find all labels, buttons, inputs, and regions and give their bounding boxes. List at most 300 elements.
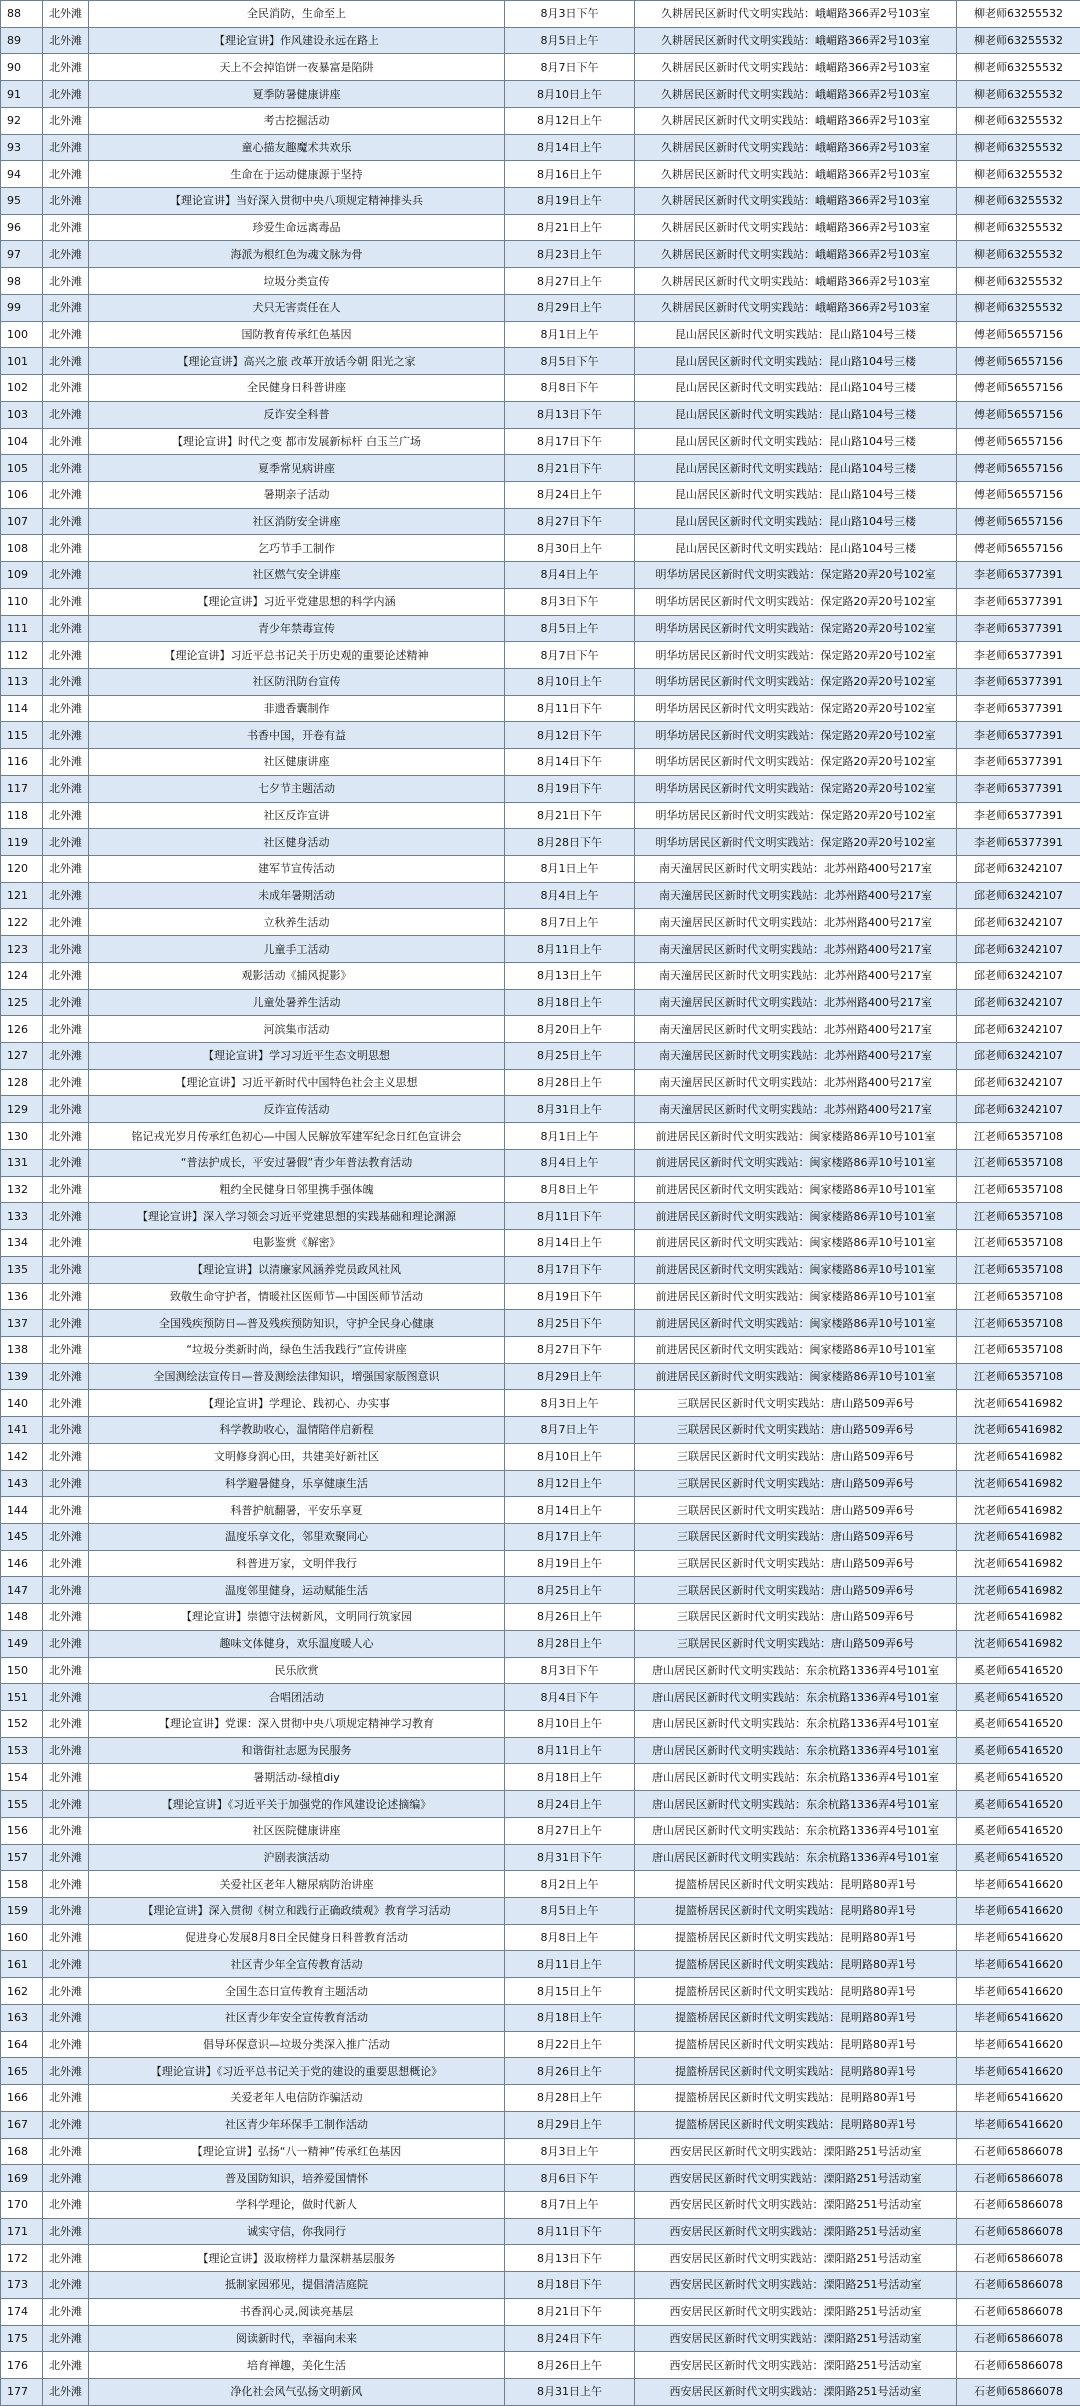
contact-cell: 奚老师65416520 [957,1711,1080,1738]
activity-time-cell: 8月26日上午 [505,1604,635,1631]
district-cell: 北外滩 [43,1978,89,2005]
row-number-cell: 169 [1,2165,43,2192]
activity-name-cell: 科普护航翻暑，平安乐享夏 [89,1497,505,1524]
district-cell: 北外滩 [43,1577,89,1604]
district-cell: 北外滩 [43,695,89,722]
contact-cell: 石老师65866078 [957,2298,1080,2325]
district-cell: 北外滩 [43,2272,89,2299]
district-cell: 北外滩 [43,1711,89,1738]
activity-time-cell: 8月7日上午 [505,1417,635,1444]
district-cell: 北外滩 [43,1470,89,1497]
contact-cell: 毕老师65416620 [957,1951,1080,1978]
activity-time-cell: 8月31日上午 [505,2378,635,2405]
district-cell: 北外滩 [43,829,89,856]
row-number-cell: 138 [1,1336,43,1363]
activity-time-cell: 8月21日下午 [505,2298,635,2325]
activity-name-cell: 暑期活动-绿植diy [89,1764,505,1791]
table-row [1,856,1080,883]
activity-time-cell: 8月12日下午 [505,722,635,749]
district-cell: 北外滩 [43,188,89,215]
row-number-cell: 121 [1,882,43,909]
district-cell: 北外滩 [43,134,89,161]
activity-location-cell: 提篮桥居民区新时代文明实践站：昆明路80弄1号 [635,2058,957,2085]
table-row [1,749,1080,776]
activity-name-cell: 社区消防安全讲座 [89,508,505,535]
row-number-cell: 116 [1,749,43,776]
activity-time-cell: 8月29日上午 [505,1363,635,1390]
activity-location-cell: 南天潼居民区新时代文明实践站：北苏州路400号217室 [635,909,957,936]
table-row [1,1497,1080,1524]
district-cell: 北外滩 [43,562,89,589]
activity-location-cell: 提篮桥居民区新时代文明实践站：昆明路80弄1号 [635,1951,957,1978]
contact-cell: 毕老师65416620 [957,2058,1080,2085]
table-row [1,1684,1080,1711]
table-row [1,1363,1080,1390]
row-number-cell: 129 [1,1096,43,1123]
activity-time-cell: 8月8日上午 [505,1176,635,1203]
activity-name-cell: 社区燃气安全讲座 [89,562,505,589]
activity-name-cell: 社区青少年环保手工制作活动 [89,2111,505,2138]
activity-time-cell: 8月11日下午 [505,695,635,722]
row-number-cell: 162 [1,1978,43,2005]
activity-location-cell: 提篮桥居民区新时代文明实践站：昆明路80弄1号 [635,1898,957,1925]
district-cell: 北外滩 [43,2378,89,2405]
table-row [1,1951,1080,1978]
contact-cell: 沈老师65416982 [957,1417,1080,1444]
activity-location-cell: 前进居民区新时代文明实践站：闽家楼路86弄10号101室 [635,1203,957,1230]
table-row [1,1336,1080,1363]
activity-time-cell: 8月1日上午 [505,321,635,348]
district-cell: 北外滩 [43,1924,89,1951]
contact-cell: 奚老师65416520 [957,1764,1080,1791]
district-cell: 北外滩 [43,1898,89,1925]
activity-name-cell: 犬只无害责任在人 [89,294,505,321]
activity-name-cell: 未成年暑期活动 [89,882,505,909]
contact-cell: 柳老师63255532 [957,294,1080,321]
table-row [1,54,1080,81]
activity-time-cell: 8月29日上午 [505,2111,635,2138]
table-row [1,1550,1080,1577]
activity-location-cell: 久耕居民区新时代文明实践站：峨嵋路366弄2号103室 [635,81,957,108]
activity-name-cell: 科学避暑健身，乐享健康生活 [89,1470,505,1497]
contact-cell: 柳老师63255532 [957,1,1080,28]
row-number-cell: 150 [1,1657,43,1684]
activity-location-cell: 明华坊居民区新时代文明实践站：保定路20弄20号102室 [635,802,957,829]
row-number-cell: 96 [1,214,43,241]
contact-cell: 江老师65357108 [957,1176,1080,1203]
row-number-cell: 143 [1,1470,43,1497]
activity-name-cell: 阅读新时代，幸福向未来 [89,2325,505,2352]
row-number-cell: 159 [1,1898,43,1925]
activity-name-cell: 致敬生命守护者，情暖社区医师节—中国医师节活动 [89,1283,505,1310]
row-number-cell: 146 [1,1550,43,1577]
activity-time-cell: 8月11日上午 [505,1737,635,1764]
table-row [1,2191,1080,2218]
activity-location-cell: 前进居民区新时代文明实践站：闽家楼路86弄10号101室 [635,1176,957,1203]
table-row [1,1256,1080,1283]
row-number-cell: 102 [1,375,43,402]
activity-time-cell: 8月25日上午 [505,1577,635,1604]
activity-location-cell: 南天潼居民区新时代文明实践站：北苏州路400号217室 [635,1096,957,1123]
district-cell: 北外滩 [43,1390,89,1417]
table-row [1,2272,1080,2299]
activity-name-cell: 社区反诈宣讲 [89,802,505,829]
activity-time-cell: 8月5日上午 [505,27,635,54]
table-row [1,2058,1080,2085]
activity-name-cell: 【理论宣讲】时代之变 都市发展新标杆 白玉兰广场 [89,428,505,455]
row-number-cell: 176 [1,2352,43,2379]
row-number-cell: 112 [1,642,43,669]
activity-name-cell: 暑期亲子活动 [89,481,505,508]
row-number-cell: 175 [1,2325,43,2352]
contact-cell: 江老师65357108 [957,1203,1080,1230]
activity-name-cell: 关爱老年人电信防诈骗活动 [89,2085,505,2112]
district-cell: 北外滩 [43,2031,89,2058]
activity-location-cell: 明华坊居民区新时代文明实践站：保定路20弄20号102室 [635,615,957,642]
row-number-cell: 172 [1,2245,43,2272]
activity-time-cell: 8月10日上午 [505,81,635,108]
activity-time-cell: 8月16日上午 [505,161,635,188]
district-cell: 北外滩 [43,1016,89,1043]
contact-cell: 毕老师65416620 [957,2111,1080,2138]
activity-table-body [1,1,1080,2406]
activity-time-cell: 8月17日下午 [505,428,635,455]
contact-cell: 柳老师63255532 [957,214,1080,241]
table-row [1,1016,1080,1043]
contact-cell: 邱老师63242107 [957,936,1080,963]
activity-name-cell: 【理论宣讲】《习近平关于加强党的作风建设论述摘编》 [89,1791,505,1818]
activity-location-cell: 提篮桥居民区新时代文明实践站：昆明路80弄1号 [635,2111,957,2138]
contact-cell: 沈老师65416982 [957,1550,1080,1577]
district-cell: 北外滩 [43,214,89,241]
contact-cell: 江老师65357108 [957,1256,1080,1283]
activity-location-cell: 前进居民区新时代文明实践站：闽家楼路86弄10号101室 [635,1123,957,1150]
contact-cell: 石老师65866078 [957,2272,1080,2299]
activity-location-cell: 昆山居民区新时代文明实践站：昆山路104号三楼 [635,321,957,348]
activity-time-cell: 8月26日上午 [505,2352,635,2379]
activity-name-cell: 学科学理论，做时代新人 [89,2191,505,2218]
row-number-cell: 157 [1,1844,43,1871]
activity-time-cell: 8月10日上午 [505,1443,635,1470]
activity-time-cell: 8月28日上午 [505,1630,635,1657]
district-cell: 北外滩 [43,241,89,268]
activity-name-cell: 社区防汛防台宣传 [89,668,505,695]
contact-cell: 毕老师65416620 [957,2031,1080,2058]
activity-name-cell: 【理论宣讲】当好深入贯彻中央八项规定精神排头兵 [89,188,505,215]
table-row [1,401,1080,428]
activity-name-cell: 书香中国，开卷有益 [89,722,505,749]
activity-name-cell: 全民健身日科普讲座 [89,375,505,402]
row-number-cell: 147 [1,1577,43,1604]
table-row [1,1871,1080,1898]
contact-cell: 李老师65377391 [957,775,1080,802]
district-cell: 北外滩 [43,1791,89,1818]
district-cell: 北外滩 [43,107,89,134]
activity-location-cell: 前进居民区新时代文明实践站：闽家楼路86弄10号101室 [635,1230,957,1257]
activity-time-cell: 8月10日上午 [505,668,635,695]
activity-time-cell: 8月11日上午 [505,1951,635,1978]
contact-cell: 毕老师65416620 [957,1898,1080,1925]
contact-cell: 柳老师63255532 [957,134,1080,161]
district-cell: 北外滩 [43,1604,89,1631]
district-cell: 北外滩 [43,909,89,936]
table-row [1,962,1080,989]
row-number-cell: 98 [1,268,43,295]
activity-time-cell: 8月7日上午 [505,909,635,936]
district-cell: 北外滩 [43,882,89,909]
contact-cell: 邱老师63242107 [957,1096,1080,1123]
table-row [1,1924,1080,1951]
district-cell: 北外滩 [43,481,89,508]
district-cell: 北外滩 [43,2298,89,2325]
district-cell: 北外滩 [43,81,89,108]
activity-location-cell: 唐山居民区新时代文明实践站：东余杭路1336弄4号101室 [635,1844,957,1871]
contact-cell: 江老师65357108 [957,1149,1080,1176]
district-cell: 北外滩 [43,428,89,455]
activity-location-cell: 三联居民区新时代文明实践站：唐山路509弄6号 [635,1497,957,1524]
contact-cell: 傅老师56557156 [957,481,1080,508]
activity-name-cell: 垃圾分类宣传 [89,268,505,295]
table-row [1,1844,1080,1871]
district-cell: 北外滩 [43,535,89,562]
table-row [1,294,1080,321]
contact-cell: 沈老师65416982 [957,1630,1080,1657]
table-row [1,2325,1080,2352]
activity-location-cell: 提篮桥居民区新时代文明实践站：昆明路80弄1号 [635,2085,957,2112]
district-cell: 北外滩 [43,668,89,695]
activity-name-cell: 国防教育传承红色基因 [89,321,505,348]
row-number-cell: 168 [1,2138,43,2165]
activity-location-cell: 提篮桥居民区新时代文明实践站：昆明路80弄1号 [635,1871,957,1898]
activity-name-cell: 【理论宣讲】弘扬“八一精神”传承红色基因 [89,2138,505,2165]
district-cell: 北外滩 [43,268,89,295]
district-cell: 北外滩 [43,1951,89,1978]
activity-name-cell: 【理论宣讲】深入贯彻《树立和践行正确政绩观》教育学习活动 [89,1898,505,1925]
activity-name-cell: 【理论宣讲】深入学习领会习近平党建思想的实践基础和理论渊源 [89,1203,505,1230]
activity-time-cell: 8月25日上午 [505,1043,635,1070]
contact-cell: 傅老师56557156 [957,321,1080,348]
table-row [1,1230,1080,1257]
district-cell: 北外滩 [43,1176,89,1203]
activity-name-cell: 普及国防知识，培养爱国情怀 [89,2165,505,2192]
contact-cell: 柳老师63255532 [957,268,1080,295]
table-row [1,2031,1080,2058]
activity-time-cell: 8月27日上午 [505,268,635,295]
activity-location-cell: 西安居民区新时代文明实践站：溧阳路251号活动室 [635,2272,957,2299]
activity-name-cell: 【理论宣讲】以清廉家风涵养党员政风社风 [89,1256,505,1283]
contact-cell: 邱老师63242107 [957,1069,1080,1096]
activity-location-cell: 南天潼居民区新时代文明实践站：北苏州路400号217室 [635,1016,957,1043]
activity-location-cell: 昆山居民区新时代文明实践站：昆山路104号三楼 [635,375,957,402]
activity-name-cell: 反诈安全科普 [89,401,505,428]
activity-location-cell: 前进居民区新时代文明实践站：闽家楼路86弄10号101室 [635,1256,957,1283]
table-row [1,1737,1080,1764]
district-cell: 北外滩 [43,2138,89,2165]
contact-cell: 石老师65866078 [957,2325,1080,2352]
contact-cell: 沈老师65416982 [957,1390,1080,1417]
district-cell: 北外滩 [43,642,89,669]
activity-location-cell: 西安居民区新时代文明实践站：溧阳路251号活动室 [635,2378,957,2405]
activity-location-cell: 明华坊居民区新时代文明实践站：保定路20弄20号102室 [635,775,957,802]
contact-cell: 邱老师63242107 [957,1043,1080,1070]
contact-cell: 傅老师56557156 [957,455,1080,482]
district-cell: 北外滩 [43,749,89,776]
activity-time-cell: 8月29日上午 [505,294,635,321]
activity-name-cell: 合唱团活动 [89,1684,505,1711]
table-row [1,695,1080,722]
contact-cell: 石老师65866078 [957,2218,1080,2245]
district-cell: 北外滩 [43,1657,89,1684]
table-row [1,455,1080,482]
row-number-cell: 135 [1,1256,43,1283]
row-number-cell: 141 [1,1417,43,1444]
activity-time-cell: 8月28日上午 [505,1069,635,1096]
district-cell: 北外滩 [43,1043,89,1070]
activity-location-cell: 南天潼居民区新时代文明实践站：北苏州路400号217室 [635,1069,957,1096]
table-row [1,1764,1080,1791]
activity-location-cell: 明华坊居民区新时代文明实践站：保定路20弄20号102室 [635,722,957,749]
row-number-cell: 151 [1,1684,43,1711]
activity-location-cell: 久耕居民区新时代文明实践站：峨嵋路366弄2号103室 [635,134,957,161]
activity-name-cell: 建军节宣传活动 [89,856,505,883]
activity-time-cell: 8月24日上午 [505,481,635,508]
activity-time-cell: 8月8日上午 [505,1924,635,1951]
contact-cell: 石老师65866078 [957,2352,1080,2379]
activity-location-cell: 南天潼居民区新时代文明实践站：北苏州路400号217室 [635,882,957,909]
activity-time-cell: 8月17日上午 [505,1523,635,1550]
contact-cell: 奚老师65416520 [957,1791,1080,1818]
row-number-cell: 91 [1,81,43,108]
activity-location-cell: 提篮桥居民区新时代文明实践站：昆明路80弄1号 [635,2004,957,2031]
activity-time-cell: 8月24日下午 [505,2325,635,2352]
contact-cell: 李老师65377391 [957,588,1080,615]
row-number-cell: 152 [1,1711,43,1738]
row-number-cell: 140 [1,1390,43,1417]
row-number-cell: 133 [1,1203,43,1230]
district-cell: 北外滩 [43,588,89,615]
district-cell: 北外滩 [43,2218,89,2245]
row-number-cell: 160 [1,1924,43,1951]
activity-time-cell: 8月1日上午 [505,1123,635,1150]
contact-cell: 石老师65866078 [957,2245,1080,2272]
table-row [1,1,1080,28]
activity-name-cell: 【理论宣讲】作风建设永远在路上 [89,27,505,54]
activity-time-cell: 8月11日下午 [505,2218,635,2245]
activity-name-cell: 沪剧表演活动 [89,1844,505,1871]
contact-cell: 江老师65357108 [957,1230,1080,1257]
activity-location-cell: 西安居民区新时代文明实践站：溧阳路251号活动室 [635,2298,957,2325]
activity-name-cell: 【理论宣讲】《习近平总书记关于党的建设的重要思想概论》 [89,2058,505,2085]
table-row [1,1043,1080,1070]
activity-time-cell: 8月21日上午 [505,214,635,241]
row-number-cell: 158 [1,1871,43,1898]
activity-name-cell: 和谐街社志愿为民服务 [89,1737,505,1764]
activity-time-cell: 8月27日下午 [505,1336,635,1363]
contact-cell: 江老师65357108 [957,1283,1080,1310]
activity-location-cell: 西安居民区新时代文明实践站：溧阳路251号活动室 [635,2352,957,2379]
row-number-cell: 132 [1,1176,43,1203]
table-row [1,1417,1080,1444]
row-number-cell: 142 [1,1443,43,1470]
contact-cell: 毕老师65416620 [957,1871,1080,1898]
contact-cell: 李老师65377391 [957,829,1080,856]
table-row [1,2298,1080,2325]
activity-name-cell: 关爱社区老年人糖尿病防治讲座 [89,1871,505,1898]
activity-name-cell: 生命在于运动健康源于坚持 [89,161,505,188]
activity-location-cell: 昆山居民区新时代文明实践站：昆山路104号三楼 [635,348,957,375]
activity-name-cell: 儿童手工活动 [89,936,505,963]
activity-time-cell: 8月2日上午 [505,1871,635,1898]
district-cell: 北外滩 [43,1871,89,1898]
activity-time-cell: 8月7日下午 [505,54,635,81]
activity-name-cell: 海派为根红色为魂文脉为骨 [89,241,505,268]
row-number-cell: 97 [1,241,43,268]
row-number-cell: 155 [1,1791,43,1818]
activity-time-cell: 8月21日下午 [505,455,635,482]
contact-cell: 柳老师63255532 [957,54,1080,81]
activity-time-cell: 8月27日上午 [505,1817,635,1844]
activity-location-cell: 唐山居民区新时代文明实践站：东余杭路1336弄4号101室 [635,1737,957,1764]
activity-name-cell: 乞巧节手工制作 [89,535,505,562]
activity-name-cell: 科普进万家，文明伴我行 [89,1550,505,1577]
district-cell: 北外滩 [43,722,89,749]
table-row [1,722,1080,749]
activity-name-cell: 【理论宣讲】崇德守法树新风，文明同行筑家园 [89,1604,505,1631]
activity-location-cell: 昆山居民区新时代文明实践站：昆山路104号三楼 [635,508,957,535]
activity-time-cell: 8月12日上午 [505,1470,635,1497]
activity-location-cell: 三联居民区新时代文明实践站：唐山路509弄6号 [635,1604,957,1631]
table-row [1,1711,1080,1738]
district-cell: 北外滩 [43,1817,89,1844]
contact-cell: 邱老师63242107 [957,962,1080,989]
table-row [1,1898,1080,1925]
table-row [1,2218,1080,2245]
activity-name-cell: 培育禅趣，美化生活 [89,2352,505,2379]
row-number-cell: 161 [1,1951,43,1978]
activity-location-cell: 西安居民区新时代文明实践站：溧阳路251号活动室 [635,2191,957,2218]
row-number-cell: 163 [1,2004,43,2031]
row-number-cell: 99 [1,294,43,321]
contact-cell: 邱老师63242107 [957,856,1080,883]
table-row [1,1791,1080,1818]
activity-location-cell: 久耕居民区新时代文明实践站：峨嵋路366弄2号103室 [635,107,957,134]
activity-time-cell: 8月4日下午 [505,1684,635,1711]
activity-time-cell: 8月18日下午 [505,2272,635,2299]
contact-cell: 傅老师56557156 [957,508,1080,535]
table-row [1,775,1080,802]
activity-name-cell: 七夕节主题活动 [89,775,505,802]
table-row [1,188,1080,215]
activity-time-cell: 8月8日下午 [505,375,635,402]
activity-location-cell: 昆山居民区新时代文明实践站：昆山路104号三楼 [635,481,957,508]
district-cell: 北外滩 [43,375,89,402]
row-number-cell: 95 [1,188,43,215]
row-number-cell: 101 [1,348,43,375]
district-cell: 北外滩 [43,2111,89,2138]
activity-name-cell: 观影活动《捕风捉影》 [89,962,505,989]
district-cell: 北外滩 [43,1,89,28]
table-row [1,2085,1080,2112]
district-cell: 北外滩 [43,989,89,1016]
activity-name-cell: 粗约全民健身日邻里携手强体魄 [89,1176,505,1203]
activity-name-cell: 天上不会掉馅饼一夜暴富是陷阱 [89,54,505,81]
table-row [1,1978,1080,2005]
row-number-cell: 153 [1,1737,43,1764]
activity-time-cell: 8月3日上午 [505,2138,635,2165]
activity-name-cell: 【理论宣讲】高兴之旅 改革开放话今朝 阳光之家 [89,348,505,375]
activity-name-cell: 童心描友趣魔术共欢乐 [89,134,505,161]
contact-cell: 毕老师65416620 [957,1978,1080,2005]
